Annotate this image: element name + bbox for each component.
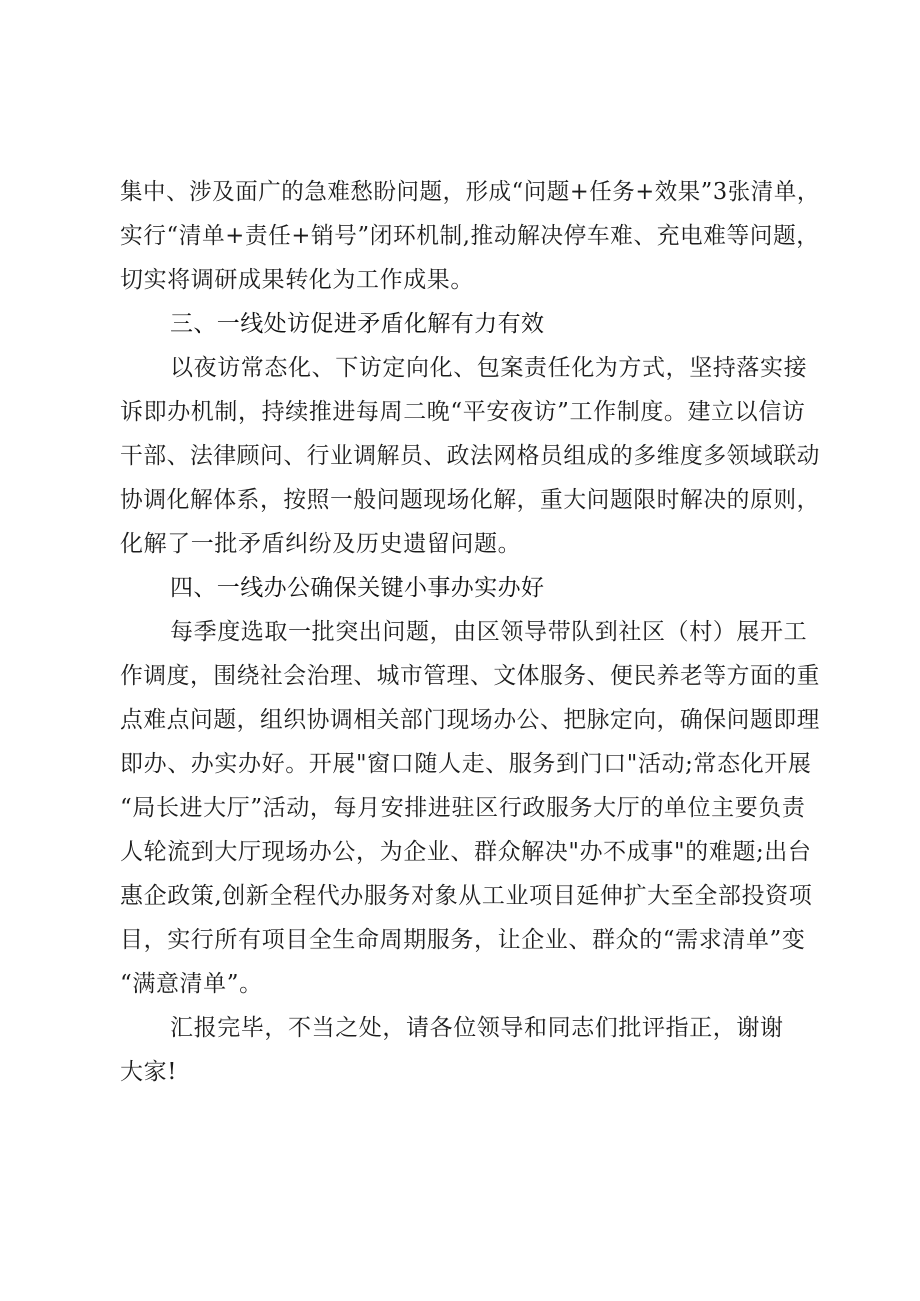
body-text-line: 协调化解体系，按照一般问题现场化解，重大问题限时解决的原则， <box>120 487 820 513</box>
closing-text-line: 汇报完毕，不当之处，请各位领导和同志们批评指正，谢谢 <box>170 1015 784 1041</box>
body-text-line: 集中、涉及面广的急难愁盼问题，形成“问题+任务+效果”3张清单， <box>120 179 820 205</box>
body-text-line: 切实将调研成果转化为工作成果。 <box>120 267 474 293</box>
body-text-line: 以夜访常态化、下访定向化、包案责任化为方式，坚持落实接 <box>170 355 808 381</box>
closing-text-line: 大家! <box>120 1059 178 1085</box>
body-text-line: 作调度，围绕社会治理、城市管理、文体服务、便民养老等方面的重 <box>120 663 820 689</box>
body-text-line: 即办、办实办好。开展"窗口随人走、服务到门口"活动;常态化开展 <box>120 751 812 777</box>
section-heading-3: 三、一线处访促进矛盾化解有力有效 <box>170 311 545 337</box>
body-text-line: 每季度选取一批突出问题，由区领导带队到社区（村）展开工 <box>170 619 808 645</box>
body-text-line: 点难点问题，组织协调相关部门现场办公、把脉定向，确保问题即理 <box>120 707 820 733</box>
body-text-line: “满意清单”。 <box>120 971 263 997</box>
body-text-line: 惠企政策,创新全程代办服务对象从工业项目延伸扩大至全部投资项 <box>120 883 813 909</box>
body-text-line: 人轮流到大厅现场办公，为企业、群众解决"办不成事"的难题;出台 <box>120 839 812 865</box>
body-text-line: 干部、法律顾问、行业调解员、政法网格员组成的多维度多领域联动 <box>120 443 820 469</box>
body-text-line: 诉即办机制，持续推进每周二晚“平安夜访”工作制度。建立以信访 <box>120 399 806 425</box>
section-heading-4: 四、一线办公确保关键小事办实办好 <box>170 575 545 601</box>
body-text-line: 实行“清单+责任+销号”闭环机制,推动解决停车难、充电难等问题， <box>120 223 820 249</box>
body-text-line: 化解了一批矛盾纠纷及历史遗留问题。 <box>120 531 522 557</box>
body-text-line: 目，实行所有项目全生命周期服务，让企业、群众的“需求清单”变 <box>120 927 806 953</box>
body-text-line: “局长进大厅”活动，每月安排进驻区行政服务大厅的单位主要负责 <box>120 795 806 821</box>
